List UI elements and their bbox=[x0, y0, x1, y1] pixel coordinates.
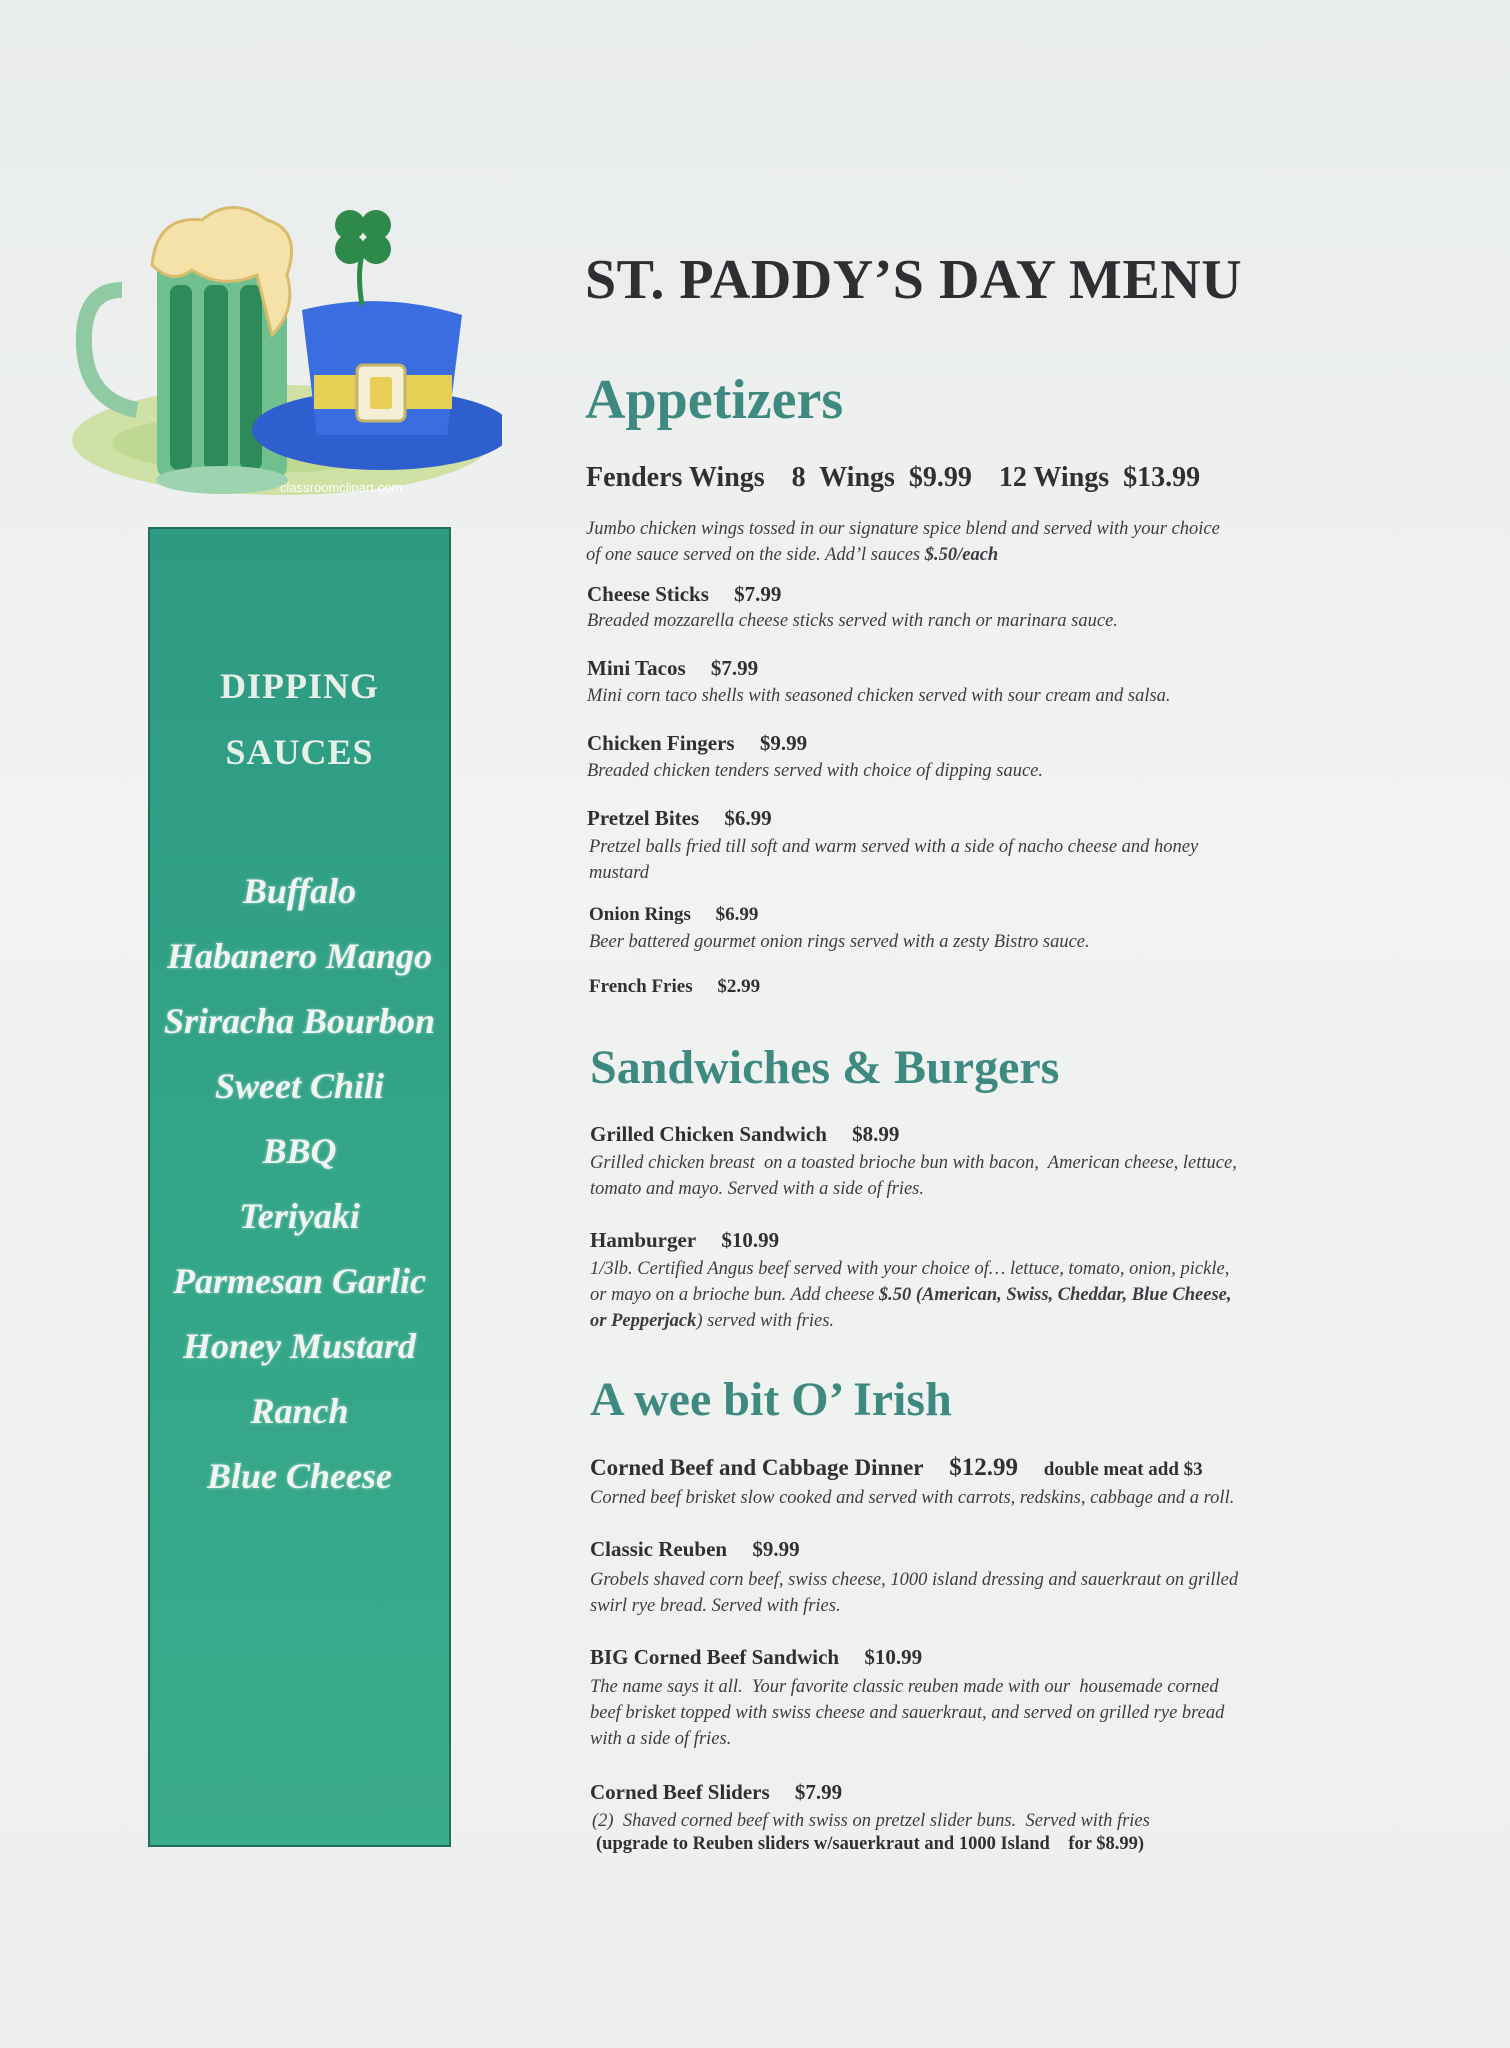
sauce-item: Teriyaki bbox=[239, 1196, 360, 1236]
grilled-chicken-item bbox=[590, 1122, 919, 1147]
sauces-heading-line2: SAUCES bbox=[225, 732, 374, 772]
sauce-item: Sriracha Bourbon bbox=[163, 1001, 436, 1041]
desc-line: with a side of fries. bbox=[590, 1729, 732, 1749]
wings-description bbox=[586, 516, 1306, 568]
item-price: $2.99 bbox=[717, 976, 761, 997]
desc-line: Grobels shaved corn beef, swiss cheese, 1000 island dressing and sauerkraut on grilled bbox=[590, 1570, 1239, 1590]
item-name: French Fries bbox=[589, 976, 693, 997]
pretzel-bites-description bbox=[589, 834, 1289, 886]
desc-line: Jumbo chicken wings tossed in our signature spice blend and served with your choice bbox=[586, 519, 1220, 539]
desc-line bbox=[590, 1282, 1320, 1308]
appetizers-heading: Appetizers bbox=[585, 369, 844, 431]
item-name: Hamburger bbox=[590, 1228, 697, 1252]
item-name: Mini Tacos bbox=[587, 656, 686, 680]
sauce-item: Blue Cheese bbox=[207, 1456, 392, 1496]
hamburger-item bbox=[590, 1228, 799, 1253]
desc-line: mustard bbox=[589, 863, 649, 883]
sliders-upgrade-note: (upgrade to Reuben sliders w/sauerkraut and 1000 Island for $8.99) bbox=[596, 1834, 1145, 1854]
item-name: Fenders Wings bbox=[586, 462, 765, 493]
desc-line: beef brisket topped with swiss cheese and sauerkraut, and served on grilled rye bread bbox=[590, 1703, 1225, 1723]
item-name: Classic Reuben bbox=[590, 1537, 728, 1561]
corned-beef-sliders-description: (2) Shaved corned beef with swiss on pretzel slider buns. Served with fries bbox=[592, 1811, 1150, 1831]
cheese-sticks-description: Breaded mozzarella cheese sticks served with ranch or marinara sauce. bbox=[587, 611, 1118, 631]
item-extra: double meat add $3 bbox=[1043, 1459, 1203, 1480]
item-price: $9.99 bbox=[759, 731, 808, 755]
item-option: 8 Wings $9.99 bbox=[791, 462, 972, 493]
desc-line: tomato and mayo. Served with a side of fries. bbox=[590, 1179, 924, 1199]
corned-beef-dinner-item bbox=[590, 1454, 1223, 1482]
classic-reuben-item bbox=[590, 1537, 820, 1562]
item-name: Chicken Fingers bbox=[587, 731, 735, 755]
desc-line: 1/3lb. Certified Angus beef served with your choice of… lettuce, tomato, onion, pickle, bbox=[590, 1259, 1230, 1279]
cheese-sticks-item bbox=[587, 582, 801, 607]
corned-beef-sliders-item bbox=[590, 1780, 862, 1805]
item-name: Cheese Sticks bbox=[587, 582, 709, 606]
wings-item bbox=[586, 462, 1220, 494]
desc-text: of one sauce served on the side. Add’l sauces bbox=[586, 545, 925, 565]
pretzel-bites-item bbox=[587, 806, 792, 831]
hamburger-description bbox=[590, 1256, 1320, 1334]
item-price: $8.99 bbox=[852, 1122, 900, 1146]
item-price: $7.99 bbox=[734, 582, 782, 606]
desc-text: ) served with fries. bbox=[696, 1311, 835, 1331]
desc-line: Pretzel balls fried till soft and warm served with a side of nacho cheese and honey bbox=[589, 837, 1199, 857]
beer-and-hat-clipart bbox=[62, 195, 502, 535]
desc-line: swirl rye bread. Served with fries. bbox=[590, 1596, 841, 1616]
item-name: Grilled Chicken Sandwich bbox=[590, 1122, 827, 1146]
big-corned-beef-description bbox=[590, 1674, 1320, 1752]
mini-tacos-item bbox=[587, 656, 778, 681]
sandwiches-heading: Sandwiches & Burgers bbox=[590, 1041, 1060, 1094]
item-name: Corned Beef Sliders bbox=[590, 1780, 770, 1804]
item-name: BIG Corned Beef Sandwich bbox=[590, 1645, 840, 1669]
chicken-fingers-item bbox=[587, 731, 827, 756]
onion-rings-item bbox=[589, 904, 778, 926]
classic-reuben-description bbox=[590, 1567, 1320, 1619]
sauce-list bbox=[150, 859, 449, 1509]
item-price: $7.99 bbox=[794, 1780, 843, 1804]
desc-line bbox=[590, 1308, 1320, 1334]
item-price: $6.99 bbox=[715, 904, 759, 925]
sauce-item: Buffalo bbox=[242, 871, 357, 911]
item-price: $12.99 bbox=[949, 1454, 1019, 1481]
sauces-heading-line1: DIPPING bbox=[220, 666, 379, 706]
chicken-fingers-description: Breaded chicken tenders served with choice of dipping sauce. bbox=[587, 761, 1044, 781]
sauce-item: Honey Mustard bbox=[182, 1326, 417, 1366]
dipping-sauces-panel bbox=[148, 527, 451, 1847]
mini-tacos-description: Mini corn taco shells with seasoned chicken served with sour cream and salsa. bbox=[587, 686, 1171, 706]
item-name: Pretzel Bites bbox=[587, 806, 700, 830]
shamrock-icon bbox=[335, 210, 391, 305]
sauce-item: BBQ bbox=[262, 1131, 337, 1171]
menu-title: ST. PADDY’S DAY MENU bbox=[585, 249, 1243, 311]
item-price: $10.99 bbox=[864, 1645, 923, 1669]
item-price: $9.99 bbox=[752, 1537, 800, 1561]
item-option: 12 Wings $13.99 bbox=[998, 462, 1201, 493]
desc-line bbox=[586, 542, 1306, 568]
desc-line: Grilled chicken breast on a toasted brioche bun with bacon, American cheese, lettuce, bbox=[590, 1153, 1237, 1173]
desc-bold: or Pepperjack bbox=[590, 1311, 697, 1331]
irish-heading: A wee bit O’ Irish bbox=[590, 1373, 952, 1426]
sauce-item: Ranch bbox=[250, 1391, 349, 1431]
item-name: Onion Rings bbox=[589, 904, 691, 925]
item-name: Corned Beef and Cabbage Dinner bbox=[590, 1455, 924, 1480]
onion-rings-description: Beer battered gourmet onion rings served with a zesty Bistro sauce. bbox=[589, 932, 1090, 952]
sauce-item: Sweet Chili bbox=[214, 1066, 385, 1106]
item-price: $6.99 bbox=[724, 806, 772, 830]
french-fries-item bbox=[589, 976, 780, 998]
desc-line: The name says it all. Your favorite classic reuben made with our housemade corned bbox=[590, 1677, 1219, 1697]
grilled-chicken-description bbox=[590, 1150, 1320, 1202]
big-corned-beef-item bbox=[590, 1645, 942, 1670]
sauce-item: Habanero Mango bbox=[166, 936, 433, 976]
desc-bold: $.50/each bbox=[924, 545, 999, 565]
item-price: $7.99 bbox=[710, 656, 759, 680]
corned-beef-dinner-description: Corned beef brisket slow cooked and served with carrots, redskins, cabbage and a roll. bbox=[590, 1488, 1235, 1508]
sauce-item: Parmesan Garlic bbox=[172, 1261, 426, 1301]
item-price: $10.99 bbox=[721, 1228, 780, 1252]
desc-text: or mayo on a brioche bun. Add cheese bbox=[590, 1285, 879, 1305]
clipart-watermark: classroomclipart.com bbox=[280, 480, 403, 495]
desc-bold: $.50 (American, Swiss, Cheddar, Blue Cheese, bbox=[878, 1285, 1232, 1305]
